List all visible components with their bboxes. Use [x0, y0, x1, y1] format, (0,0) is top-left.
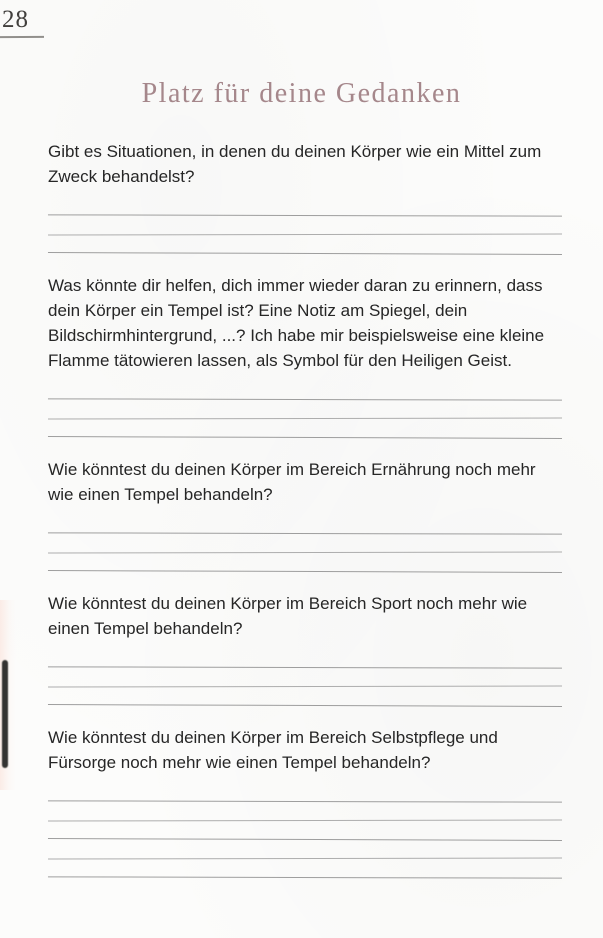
page-number: 28: [2, 6, 29, 33]
answer-line: [48, 686, 562, 707]
answer-line: [48, 533, 562, 553]
answer-lines: [48, 649, 562, 706]
page-edge-ink-mark: [2, 660, 8, 768]
answer-line: [48, 839, 562, 859]
answer-line: [48, 514, 562, 534]
question-text: Wie könntest du deinen Körper im Bereich Ernährung noch mehr wie einen Tempel behandeln?: [48, 460, 536, 504]
answer-lines: [48, 515, 562, 572]
answer-line: [48, 552, 562, 573]
question-text: Was könnte dir helfen, dich immer wieder daran zu erinnern, dass dein Körper ein Tempel ist? Eine Notiz am Spiegel, dein Bildschirmhintergrund, ...? Ich habe mir beispielsweise eine kleine Flamme tätowieren lassen, als Symbol für den Heiligen Geist.: [48, 276, 545, 370]
answer-line: [48, 418, 562, 439]
page-number-block: [2, 6, 44, 38]
question-section: [48, 139, 562, 254]
question-section: [48, 273, 562, 438]
question-section: [48, 591, 562, 706]
answer-lines: [48, 783, 562, 878]
answer-line: [48, 667, 562, 687]
question-sections: [48, 139, 562, 897]
answer-lines: [48, 197, 562, 254]
answer-lines: [48, 381, 562, 438]
answer-line: [48, 782, 562, 802]
answer-line: [48, 858, 562, 878]
answer-line: [48, 196, 562, 216]
question-text: Gibt es Situationen, in denen du deinen Körper wie ein Mittel zum Zweck behandelst?: [48, 142, 542, 186]
answer-line: [48, 380, 562, 400]
answer-line: [48, 234, 562, 255]
page-number-underline: [0, 36, 44, 38]
question-text: Wie könntest du deinen Körper im Bereich Selbstpflege und Fürsorge noch mehr wie einen Tempel behandeln?: [48, 728, 498, 772]
answer-line: [48, 801, 562, 821]
answer-line: [48, 648, 562, 668]
answer-line: [48, 399, 562, 419]
question-text: Wie könntest du deinen Körper im Bereich Sport noch mehr wie einen Tempel behandeln?: [48, 594, 528, 638]
answer-line: [48, 820, 562, 841]
question-section: [48, 725, 562, 878]
answer-line: [48, 215, 562, 235]
page-title: Platz für deine Gedanken: [141, 78, 462, 109]
question-section: [48, 457, 562, 572]
